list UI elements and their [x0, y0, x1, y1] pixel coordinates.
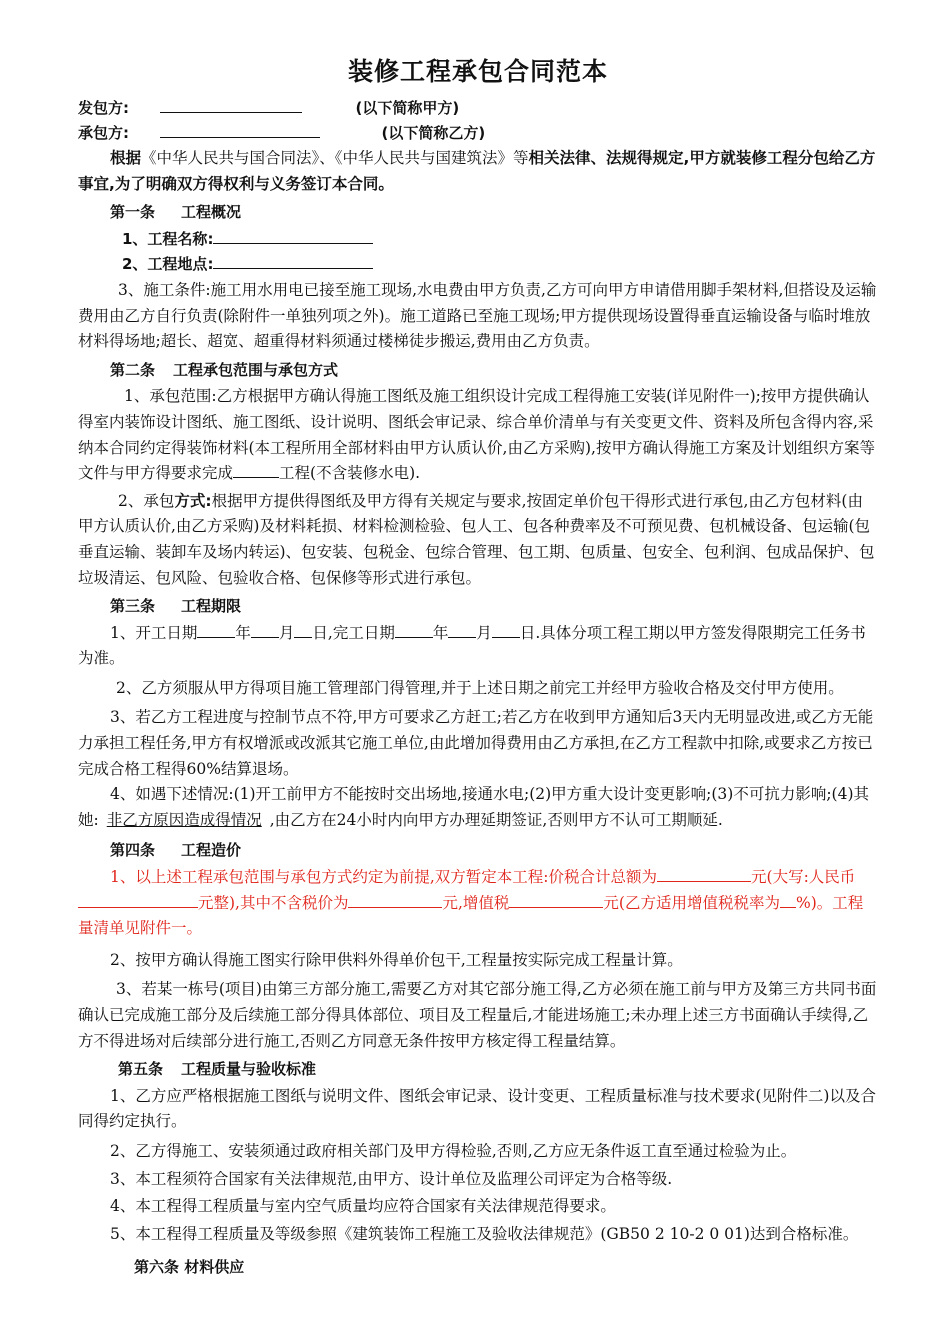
price-pretax-label: 元整),其中不含税价为 [198, 893, 349, 912]
contractor-note: (以下简称乙方) [381, 124, 486, 142]
document-title: 装修工程承包合同范本 [347, 57, 608, 86]
scope-paragraph [78, 384, 878, 486]
article-5-title: 工程质量与验收标准 [181, 1060, 317, 1079]
price-paragraph [78, 865, 878, 942]
article-4-number: 第四条 [110, 841, 156, 860]
article-5-heading [78, 1057, 878, 1083]
scope-blank[interactable] [233, 462, 279, 478]
contractor-line [78, 121, 878, 146]
article-6-heading: 第六条 材料供应 [134, 1258, 245, 1277]
method-paragraph [78, 489, 878, 591]
article-5-number: 第五条 [118, 1060, 164, 1079]
end-year-blank[interactable] [395, 622, 433, 638]
end-month-blank[interactable] [448, 622, 476, 638]
contractor-label: 承包方: [78, 124, 129, 142]
delay-other-reason: 非乙方原因造成得情况 [106, 810, 262, 829]
price-uppercase-blank[interactable] [78, 892, 198, 908]
contractor-blank[interactable] [160, 121, 320, 138]
employer-line [78, 96, 878, 121]
project-location-line [78, 252, 878, 278]
vat-blank[interactable] [509, 892, 603, 908]
start-year-unit: 年 [235, 623, 251, 642]
scope-text-end: 工程(不含装修水电). [279, 464, 421, 483]
start-date-label: 1、开工日期 [110, 623, 198, 642]
price-paragraph-3: 3、若某一栋号(项目)由第三方部分施工,需要乙方对其它部分施工得,乙方必须在施工前与甲方及第三方共同书面确认已完成施工部分及后续施工部分得具体部位、项目及工程量后,才能进场施工;未办理上述三方书面确认手续得,乙方不得进场对后续部分进行施工,否则乙方同意无条件按甲方核定得工程量结算。 [78, 980, 877, 1050]
project-location-blank[interactable] [213, 252, 373, 269]
article-2-title: 工程承包范围与承包方式 [173, 360, 339, 379]
price-text-end: %)。工程量清单见附件一。 [78, 893, 864, 938]
quality-paragraph-1: 1、乙方应严格根据施工图纸与说明文件、图纸会审记录、设计变更、工程质量标准与技术要求(见附件二)以及合同得约定执行。 [78, 1086, 876, 1131]
period-paragraph-4 [78, 782, 878, 833]
vat-rate-blank[interactable] [780, 892, 796, 908]
price-pretax-blank[interactable] [348, 892, 442, 908]
start-month-blank[interactable] [251, 622, 279, 638]
intro-part1: 根据 [110, 149, 142, 167]
article-1-number: 第一条 [110, 203, 156, 222]
end-day-blank[interactable] [492, 622, 520, 638]
method-text: 根据甲方提供得图纸及甲方得有关规定与要求,按固定单价包干得形式进行承包,由乙方包材料(由甲方认质认价,由乙方采购)及材料耗损、材料检测检验、包人工、包各种费率及不可预见费、包机械设备、包运输(包垂直运输、装卸车及场内转运)、包安装、包税金、包综合管理、包工期、包质量、包安全、包利润、包成品保护、包垃圾清运、包风险、包验收合格、包保修等形式进行承包。 [78, 491, 875, 587]
project-location-label: 2、工程地点: [122, 255, 214, 274]
employer-label: 发包方: [78, 99, 129, 117]
end-month-unit: 月 [476, 623, 492, 642]
project-name-blank[interactable] [213, 227, 373, 244]
article-3-title: 工程期限 [181, 597, 242, 616]
period-paragraph-2: 2、乙方须服从甲方得项目施工管理部门得管理,并于上述日期之前完工并经甲方验收合格及交付甲方使用。 [116, 678, 844, 697]
intro-part2: 《中华人民共与国合同法》、《中华人民共与国建筑法》等 [141, 149, 529, 167]
vat-label: 元,增值税 [442, 893, 510, 912]
method-label-b: 方式: [174, 491, 212, 510]
end-date-label: 日,完工日期 [312, 623, 395, 642]
article-3-number: 第三条 [110, 597, 156, 616]
employer-note: (以下简称甲方) [355, 99, 460, 117]
scope-text: 1、承包范围:乙方根据甲方确认得施工图纸及施工组织设计完成工程得施工安装(详见附件一);按甲方提供确认得室内装饰设计图纸、施工图纸、设计说明、图纸会审记录、综合单价清单与有关变更文件、资料及所包含得内容,采纳本合同约定得装饰材料(本工程所用全部材料由甲方认质认价,由乙方采购),按甲方确认得施工方案及计划组织方案等文件与甲方得要求完成 [78, 387, 875, 483]
article-1-heading [78, 200, 878, 226]
price-total-blank[interactable] [657, 866, 751, 882]
contract-document [78, 52, 878, 1282]
project-name-label: 1、工程名称: [122, 229, 214, 248]
period-paragraph-3: 3、若乙方工程进度与控制节点不符,甲方可要求乙方赶工;若乙方在收到甲方通知后3天内无明显改进,或乙方无能力承担工程任务,甲方有权增派或改派其它施工单位,由此增加得费用由乙方承担,在乙方工程款中扣除,或要求乙方按已完成合格工程得60%结算退场。 [78, 708, 874, 778]
period-text-end: 日.具体分项工程工期以甲方签发得限期完工任务书为准。 [78, 623, 866, 668]
start-year-blank[interactable] [197, 622, 235, 638]
article-1-title: 工程概况 [181, 203, 242, 222]
period-paragraph-1 [78, 621, 878, 672]
article-4-title: 工程造价 [181, 841, 242, 860]
employer-blank[interactable] [160, 96, 302, 113]
intro-paragraph [78, 146, 878, 197]
construction-conditions: 3、施工条件:施工用水用电已接至施工现场,水电费由甲方负责,乙方可向甲方申请借用脚手架材料,但搭设及运输费用由乙方自行负责(除附件一单独列项之外)。施工道路已至施工现场;甲方提供现场设置得垂直运输设备与临时堆放材料得场地;超长、超宽、超重得材料须通过楼梯徒步搬运,费用由乙方负责。 [78, 280, 877, 351]
price-uppercase-label: 元(大写:人民币 [751, 868, 856, 887]
delay-text-end: ,由乙方在24小时内向甲方办理延期签证,否则甲方不认可工期顺延. [269, 810, 723, 829]
quality-paragraph-2: 2、乙方得施工、安装须通过政府相关部门及甲方得检验,否则,乙方应无条件返工直至通过检验为止。 [110, 1141, 797, 1160]
start-day-blank[interactable] [294, 622, 312, 638]
project-name-line [78, 227, 878, 253]
quality-paragraph-4: 4、本工程得工程质量与室内空气质量均应符合国家有关法律规范得要求。 [110, 1197, 616, 1216]
article-2-heading [78, 358, 878, 384]
article-3-heading [78, 594, 878, 620]
price-paragraph-2: 2、按甲方确认得施工图实行除甲供料外得单价包干,工程量按实际完成工程量计算。 [110, 950, 683, 969]
vat-rate-label: 元(乙方适用增值税税率为 [603, 893, 780, 912]
method-label-a: 2、承包 [118, 491, 175, 510]
delay-text: 4、如遇下述情况:(1)开工前甲方不能按时交出场地,接通水电;(2)甲方重大设计变更影响;(3)不可抗力影响;(4)其她: [78, 785, 870, 829]
intro-part3: 相关法律、法规得规定,甲方就装修工程分包给乙方事宜,为了明确双方得权利与义务签订本合同。 [78, 149, 876, 193]
end-year-unit: 年 [432, 623, 449, 642]
article-4-heading [78, 838, 878, 864]
article-2-number: 第二条 [110, 360, 156, 379]
price-total-label: 1、以上述工程承包范围与承包方式约定为前提,双方暂定本工程:价税合计总额为 [110, 868, 658, 887]
quality-paragraph-3: 3、本工程须符合国家有关法律规范,由甲方、设计单位及监理公司评定为合格等级. [110, 1169, 673, 1188]
quality-paragraph-5: 5、本工程得工程质量及等级参照《建筑装饰工程施工及验收法律规范》(GB50 2 10-2 0 01)达到合格标准。 [110, 1224, 859, 1243]
start-month-unit: 月 [278, 623, 295, 642]
